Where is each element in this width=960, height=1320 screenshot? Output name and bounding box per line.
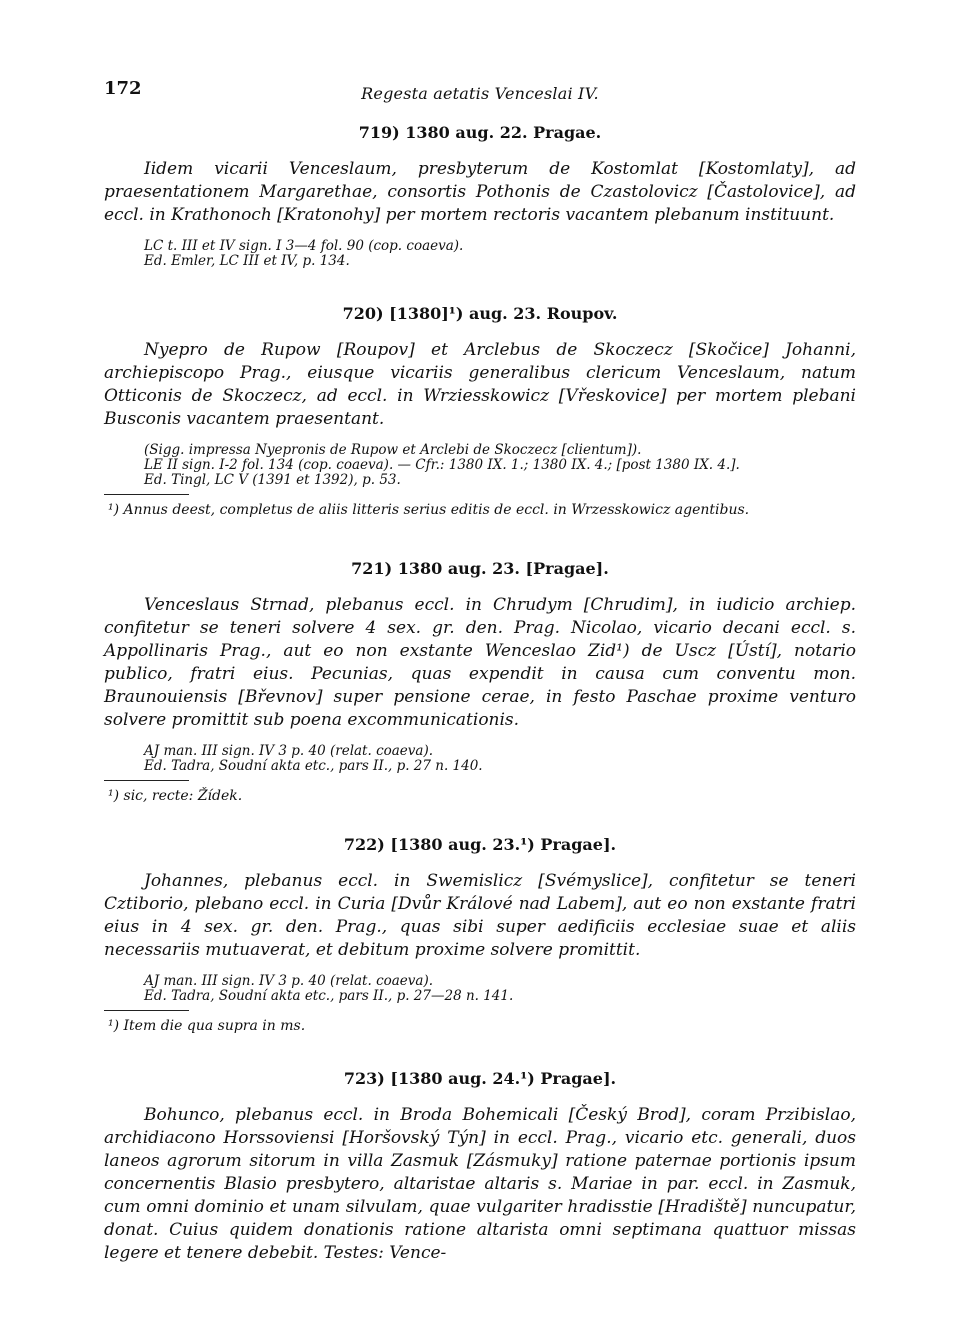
source-line: Ed. Emler, LC III et IV, p. 134. [144, 253, 350, 269]
entry-heading: 719) 1380 aug. 22. Pragae. [358, 123, 602, 142]
regest-entry-720 [104, 304, 856, 519]
footnote-rule [104, 1010, 189, 1011]
source-line: Ed. Tadra, Soudní akta etc., pars II., p. 27—28 n. 141. [144, 988, 514, 1004]
entry-heading: 720) [1380]¹) aug. 23. Roupov. [342, 304, 618, 323]
page-content [104, 123, 856, 1277]
footnote: ¹) Item die qua supra in ms. [108, 1018, 306, 1034]
footnote: ¹) Annus deest, completus de aliis litteris serius editis de eccl. in Wrzesskowicz agentibus. [108, 502, 750, 518]
regest-entry-719 [104, 123, 856, 269]
page-number: 172 [104, 78, 142, 99]
entry-text: Iidem vicarii Venceslaum, presbyterum de Kostomlat [Kostomlaty], ad praesentationem Margarethae, consortis Pothonis de Czastolovicz [Častolovice], ad eccl. in Krathonoch [Kratonohy] per mortem rectoris vacantem plebanum instituunt. [104, 159, 856, 225]
source-line: AJ man. III sign. IV 3 p. 40 (relat. coaeva). [144, 743, 434, 759]
source-line: AJ man. III sign. IV 3 p. 40 (relat. coaeva). [144, 973, 434, 989]
source-line: (Sigg. impressa Nyepronis de Rupow et Arclebi de Skoczecz [clientum]). [144, 442, 642, 458]
entry-heading: 721) 1380 aug. 23. [Pragae]. [351, 559, 609, 578]
source-line: LE II sign. I-2 fol. 134 (cop. coaeva). — Cfr.: 1380 IX. 1.; 1380 IX. 4.; [post 1380 IX. 4.]. [144, 457, 740, 473]
regest-entry-722 [104, 835, 856, 1035]
footnote-rule [104, 780, 189, 781]
entry-text: Johannes, plebanus eccl. in Swemislicz [Svémyslice], confitetur se teneri Cztiborio, plebano eccl. in Curia [Dvůr Králové nad Labem], aut eo non exstante fratri eius in 4 sex. gr. den. Prag., quas sibi super aedificiis ecclesiae suae et aliis necessariis mutuaverat, et debitum proxime solvere promittit. [104, 871, 856, 960]
source-line: Ed. Tadra, Soudní akta etc., pars II., p. 27 n. 140. [144, 758, 483, 774]
footnote: ¹) sic, recte: Žídek. [108, 788, 243, 804]
entry-text: Nyepro de Rupow [Roupov] et Arclebus de Skoczecz [Skočice] Johanni, archiepiscopo Prag., eiusque vicariis generalibus clericum Venceslaum, natum Otticonis de Skoczecz, ad eccl. in Wrziesskowicz [Vřeskovice] per mortem plebani Busconis vacantem praesentant. [104, 340, 856, 429]
entry-heading: 722) [1380 aug. 23.¹) Pragae]. [343, 835, 617, 854]
entry-heading: 723) [1380 aug. 24.¹) Pragae]. [343, 1069, 617, 1088]
regest-entry-723 [104, 1069, 856, 1265]
source-line: LC t. III et IV sign. I 3—4 fol. 90 (cop. coaeva). [144, 238, 464, 254]
running-title: Regesta aetatis Venceslai IV. [361, 84, 599, 103]
entry-text: Bohunco, plebanus eccl. in Broda Bohemicali [Český Brod], coram Przibislao, archidiacono Horssoviensi [Horšovský Týn] in eccl. Prag., vicario etc. generali, duos laneos agrorum sitorum in villa Zasmuk [Zásmuky] ratione paternae portionis ipsum concernentis Blasio presbytero, altaristae altaris s. Mariae in par. eccl. in Zasmuk, cum omni dominio et unam silvulam, quae vulgariter hradisstie [Hradiště] nuncupatur, donat. Cuius quidem donationis ratione altarista omni septimana quattuor missas legere et tenere debebit. Testes: Vence- [104, 1105, 856, 1263]
entry-text: Venceslaus Strnad, plebanus eccl. in Chrudym [Chrudim], in iudicio archiep. confitetur se teneri solvere 4 sex. gr. den. Prag. Nicolao, vicario decani eccl. s. Appollinaris Prag., aut eo non exstante Wenceslao Zid¹) de Uscz [Ústí], notario publico, fratri eius. Pecunias, quas expendit in causa cum conventu mon. Braunouiensis [Břevnov] super pensione cerae, in festo Paschae proxime venturo solvere promittit sub poena excommunicationis. [104, 595, 856, 730]
regest-entry-721 [104, 559, 856, 805]
footnote-rule [104, 494, 189, 495]
source-line: Ed. Tingl, LC V (1391 et 1392), p. 53. [144, 472, 401, 488]
